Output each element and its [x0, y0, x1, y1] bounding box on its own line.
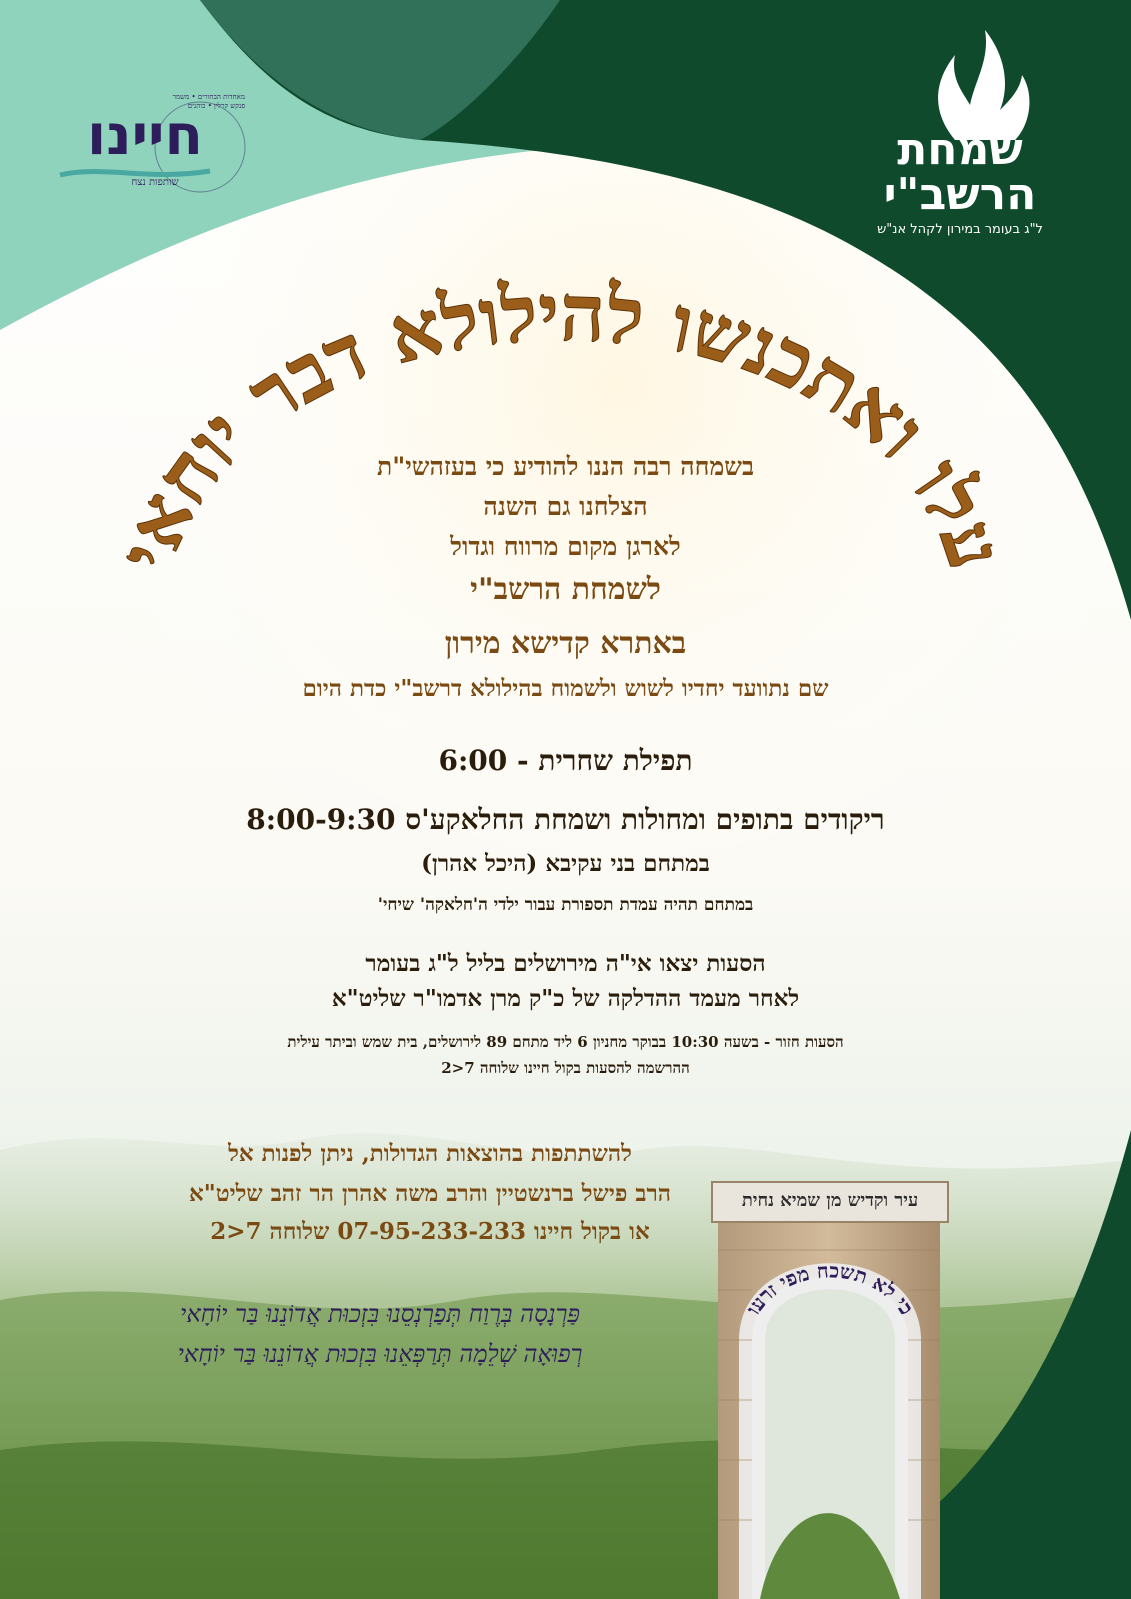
travel-line2: לאחר מעמד ההדלקה של כ"ק מרן אדמו"ר שליט"א: [331, 985, 800, 1012]
travel-registration: ההרשמה להסעות בקול חיינו שלוחה 7<2: [441, 1059, 690, 1077]
schedule-dancing: ריקודים בתופים ומחולות ושמחת החלאקע'ס 8:00-9:30: [246, 803, 885, 836]
schedule-venue: במתחם בני עקיבא (היכל אהרן): [421, 850, 710, 877]
intro-line4: לשמחת הרשב"י: [470, 572, 661, 607]
intro-line6: שם נתוועד יחדיו לשוש ולשמוח בהילולא דרשב"י כדת היום: [302, 675, 829, 702]
logo-subtitle: שותפות נצח: [131, 177, 179, 188]
donations-line3: או בקול חיינו 07-95-233-233 שלוחה 7<2: [210, 1218, 650, 1245]
travel-line1: הסעות יצאו אי"ה מירושלים בליל ל"ג בעומר: [365, 950, 766, 977]
intro-line3: לארגן מקום מרווח וגדול: [450, 532, 681, 561]
intro-line1: בשמחה רבה הננו להודיע כי בעזהשי"ת: [376, 452, 755, 481]
logo-name-line1: שמחת: [897, 124, 1023, 175]
svg-text:כי לא תשכח מפי זרעו: [741, 1258, 919, 1319]
gate-top-inscription: עיר וקדיש מן שמיא נחית: [741, 1190, 919, 1211]
gate-arch-text: כי לא תשכח מפי זרעו: [740, 1258, 919, 1320]
schedule-haircut-note: במתחם תהיה עמדת תספורת עבור ילדי ה'חלאקה' שיחי': [377, 895, 754, 915]
schedule-prayer: תפילת שחרית - 6:00: [438, 744, 693, 777]
logo-name: חיינו: [86, 103, 204, 168]
travel-return: הסעות חזור - בשעה 10:30 בבוקר מחניון 6 ליד מתחם 89 לירושלים, בית שמש וביתר עילית: [287, 1033, 844, 1051]
intro-line5: באתרא קדישא מירון: [444, 626, 687, 661]
blessing-line1: פַּרְנָסָה בְּרֶוַח תְּפַרְנְסֵנוּ בִּזְכוּת אֲדוֹנֵנוּ בַּר יוֹחָאי: [180, 1300, 580, 1328]
logo-ring-text: מאחדות הבחורים • משמר פנקש קרלין • כוהנים: [172, 93, 245, 110]
intro-line2: הצלחנו גם השנה: [483, 492, 648, 521]
logo-tagline: ל"ג בעומר במירון לקהל אנ"ש: [877, 222, 1043, 237]
donations-line2: הרב פישל ברנשטיין והרב משה אהרן הר זהב שליט"א: [189, 1180, 671, 1207]
blessing-line2: רְפוּאָה שְׁלֵמָה תְּרַפְּאֵנוּ בִּזְכוּת אֲדוֹנֵנוּ בַּר יוֹחָאי: [177, 1340, 583, 1368]
arched-title-text: עלו ואתכנשו להילולא דבר יוחאי: [100, 267, 1022, 581]
logo-name-line2: הרשב"י: [883, 169, 1037, 220]
donations-line1: להשתתפות בהוצאות הגדולות, ניתן לפנות אל: [228, 1140, 632, 1167]
